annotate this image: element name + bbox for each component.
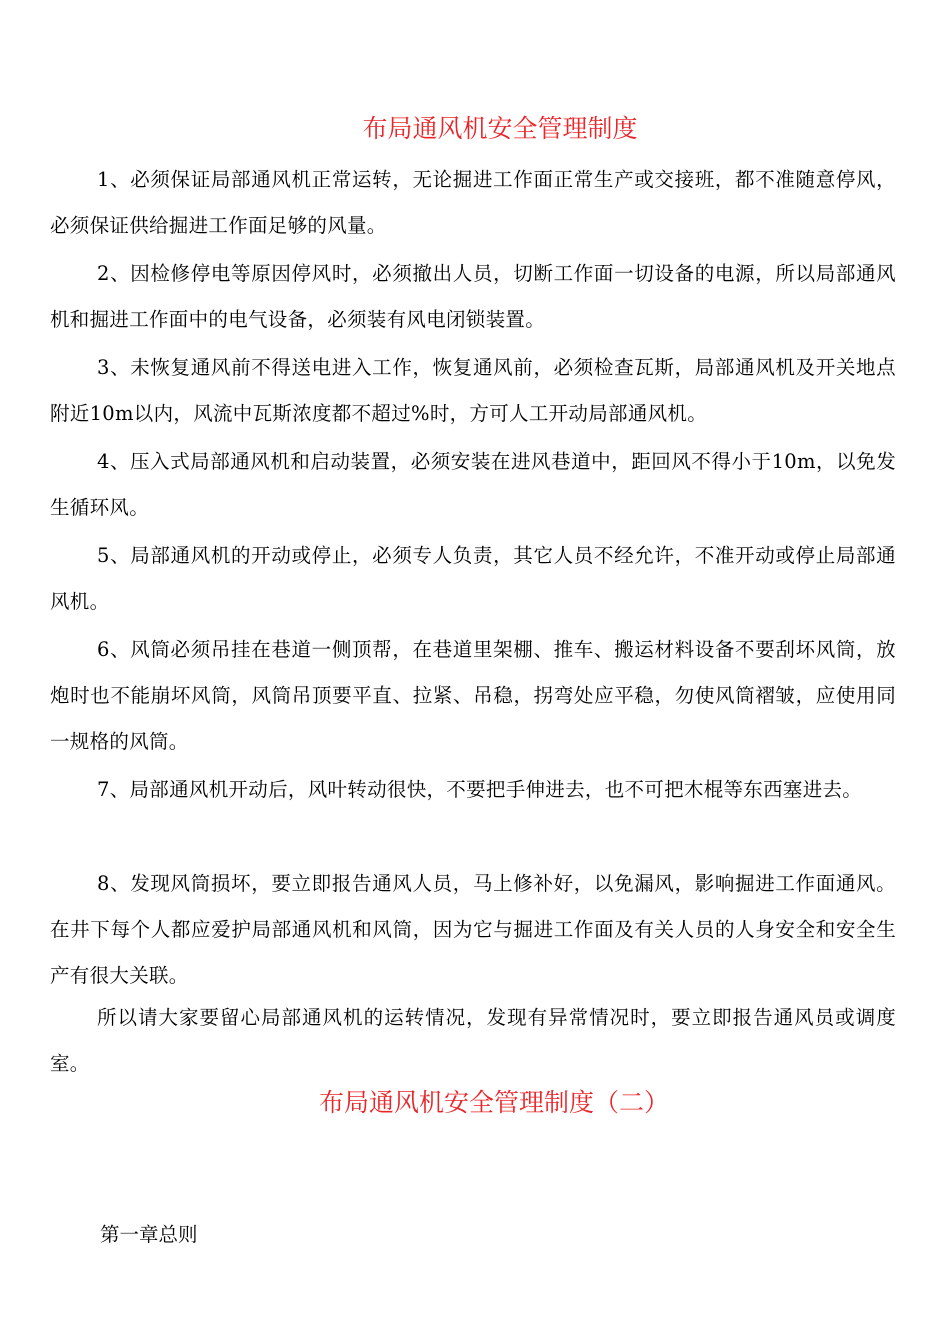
paragraph-1: 1、必须保证局部通风机正常运转，无论掘进工作面正常生产或交接班，都不准随意停风，必须保证供给掘进工作面足够的风量。 (50, 168, 896, 237)
paragraph-2: 2、因检修停电等原因停风时，必须撤出人员，切断工作面一切设备的电源，所以局部通风机和掘进工作面中的电气设备，必须装有风电闭锁装置。 (50, 262, 896, 331)
document-title-part-2: 布局通风机安全管理制度（二） (318, 1088, 669, 1117)
paragraph-conclusion: 所以请大家要留心局部通风机的运转情况，发现有异常情况时，要立即报告通风员或调度室。 (50, 1006, 896, 1075)
chapter-heading: 第一章总则 (100, 1223, 198, 1246)
paragraph-4: 4、压入式局部通风机和启动装置，必须安装在进风巷道中，距回风不得小于10m，以免发生循环风。 (50, 450, 896, 519)
paragraph-7: 7、局部通风机开动后，风叶转动很快，不要把手伸进去，也不可把木棍等东西塞进去。 (97, 778, 863, 801)
paragraph-8: 8、发现风筒损坏，要立即报告通风人员，马上修补好，以免漏风，影响掘进工作面通风。在井下每个人都应爱护局部通风机和风筒，因为它与掘进工作面及有关人员的人身安全和安全生产有很大关联。 (50, 872, 896, 987)
paragraph-5: 5、局部通风机的开动或停止，必须专人负责，其它人员不经允许，不准开动或停止局部通风机。 (50, 544, 896, 613)
paragraph-3: 3、未恢复通风前不得送电进入工作，恢复通风前，必须检查瓦斯，局部通风机及开关地点附近10m以内，风流中瓦斯浓度都不超过%时，方可人工开动局部通风机。 (50, 356, 896, 425)
document-title: 布局通风机安全管理制度 (362, 114, 638, 143)
paragraph-6: 6、风筒必须吊挂在巷道一侧顶帮，在巷道里架棚、推车、搬运材料设备不要刮坏风筒，放炮时也不能崩坏风筒，风筒吊顶要平直、拉紧、吊稳，拐弯处应平稳，勿使风筒褶皱，应使用同一规格的风筒。 (50, 638, 896, 753)
